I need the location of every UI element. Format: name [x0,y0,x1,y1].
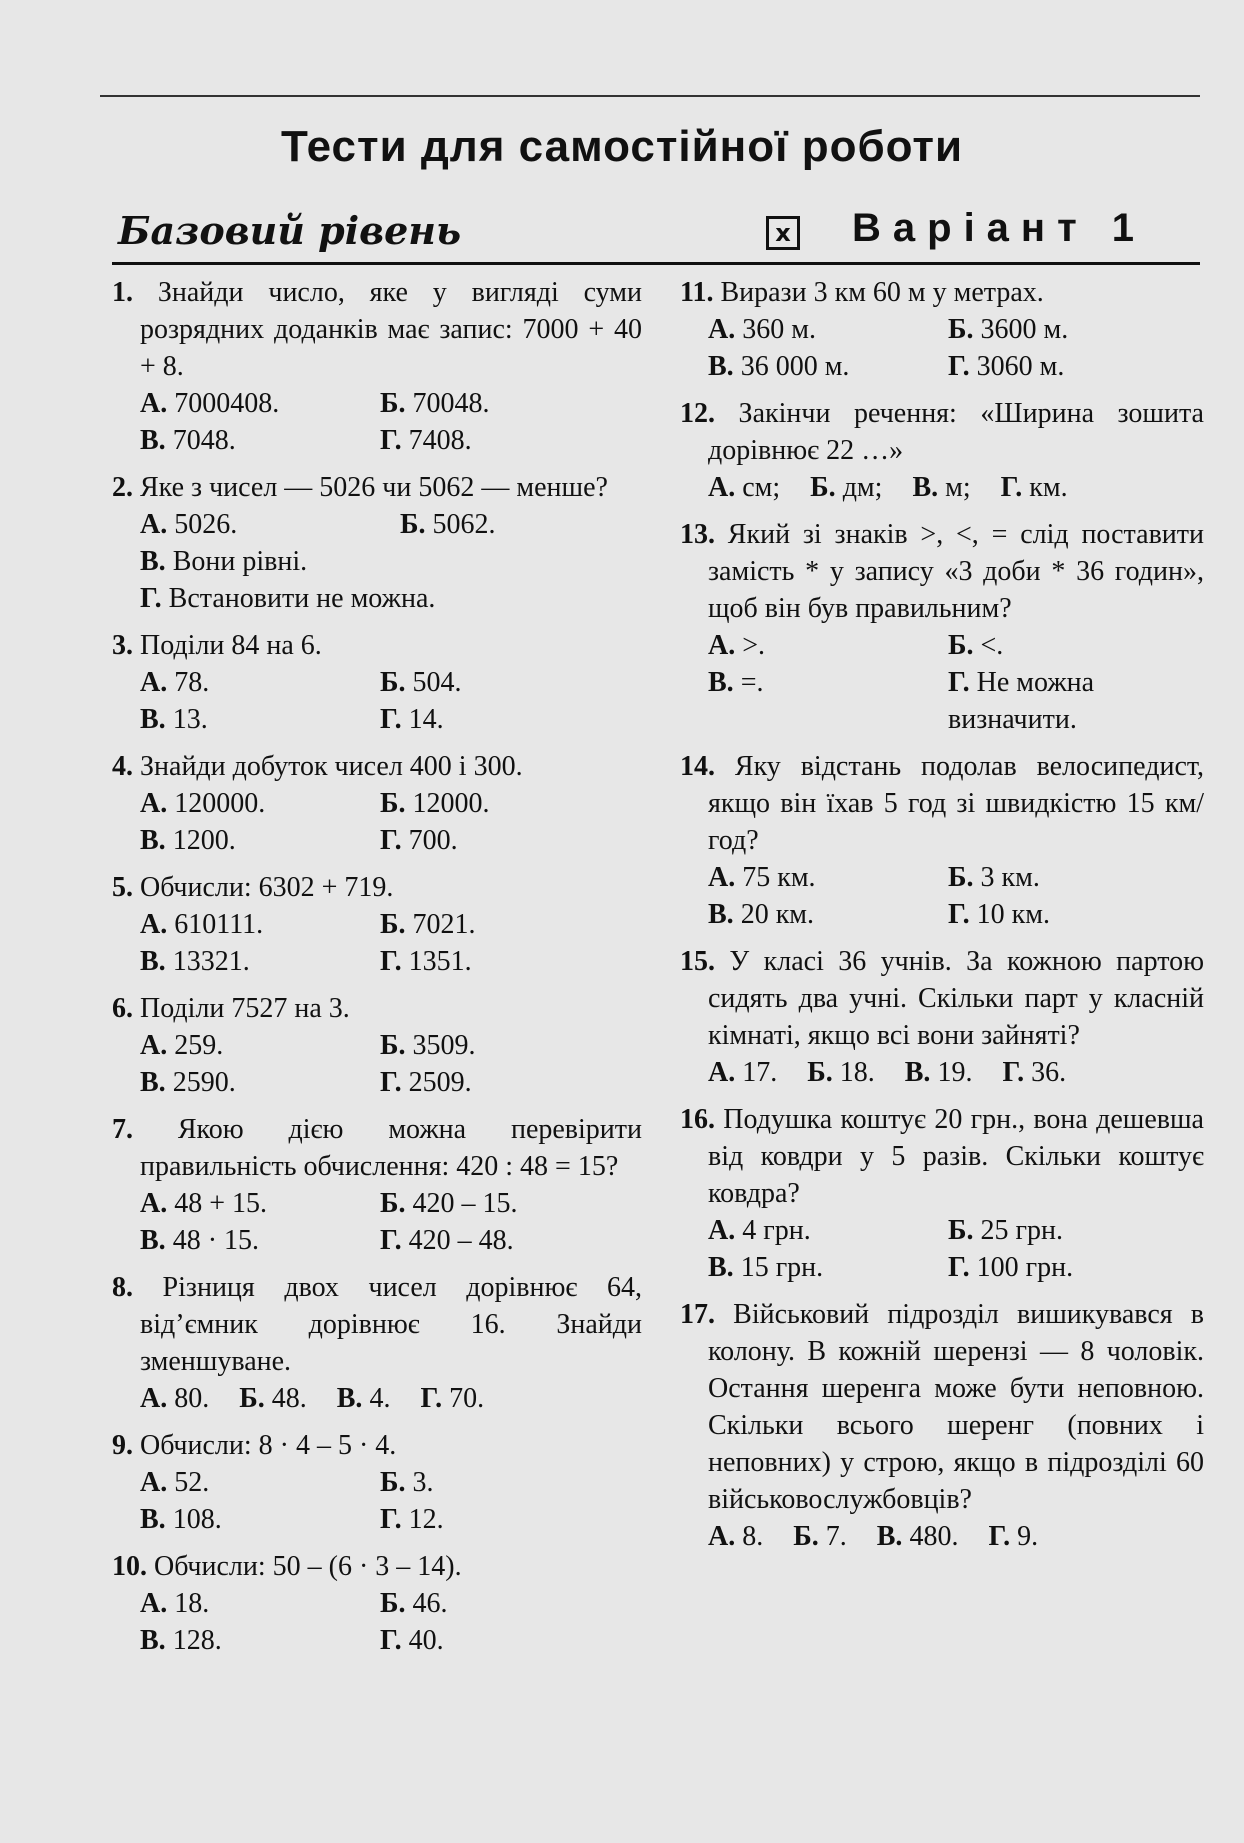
answer-option [380,422,620,459]
option-text: 7. [818,1521,847,1552]
question-body: Закінчи речення: «Ширина зошита дорівнює 22 …» [708,398,1204,466]
answer-options [680,469,1204,506]
answer-option [905,1054,973,1091]
option-text: 13321. [165,946,250,977]
question-number: 12. [680,398,715,429]
option-letter: Г. [380,1625,402,1656]
answer-options [112,1464,642,1538]
option-text: 1351. [401,946,472,977]
question-text [112,869,642,906]
answer-option [140,1622,380,1659]
answer-option [140,943,380,980]
answer-option [420,1380,484,1417]
answer-option [810,469,882,506]
option-text: 75 км. [735,862,816,893]
answer-option [140,422,380,459]
option-letter: В. [876,1521,903,1552]
question [680,943,1204,1091]
option-text: 17. [735,1057,778,1088]
option-letter: А. [140,1030,168,1061]
answer-option [988,1518,1038,1555]
option-letter: В. [140,1067,166,1098]
option-letter: В. [336,1383,363,1414]
answer-option [708,896,948,933]
option-text: 360 м. [735,314,816,345]
answer-option [380,385,620,422]
question-number: 11. [680,277,714,308]
question-text [680,748,1204,859]
question [112,1427,642,1538]
option-text: 8. [735,1521,764,1552]
question-number: 1. [112,277,133,308]
option-letter: В. [708,667,734,698]
answer-option [140,506,400,543]
option-letter: А. [708,1057,736,1088]
answer-option [877,1518,959,1555]
question [112,1548,642,1659]
option-letter: Г. [380,825,402,856]
question-text [680,274,1204,311]
option-text: 9. [1010,1521,1039,1552]
option-letter: В. [140,1504,166,1535]
option-letter: В. [140,825,166,856]
option-text: 7048. [165,425,236,456]
option-text: 2509. [401,1067,472,1098]
answer-option [380,701,620,738]
question-text [112,627,642,664]
question [112,469,642,617]
answer-option [708,469,780,506]
option-letter: А. [140,1467,168,1498]
option-letter: Г. [380,1225,402,1256]
option-letter: А. [708,472,736,503]
option-text: 12000. [405,788,490,819]
option-text: 20 км. [733,899,815,930]
option-text: км. [1022,472,1068,503]
option-letter: А. [140,788,168,819]
question-text [112,1427,642,1464]
option-letter: Б. [380,909,406,940]
option-text: 4. [362,1383,391,1414]
answer-option [140,1501,380,1538]
answer-option [337,1380,391,1417]
answer-options [112,664,642,738]
section-divider [112,262,1200,265]
question-number: 6. [112,993,133,1024]
option-text: Не можна визначити. [948,667,1095,735]
option-text: 3600 м. [973,314,1069,345]
question-number: 2. [112,472,133,503]
right-column [680,274,1204,1565]
answer-option [708,1054,777,1091]
option-text: 1200. [165,825,236,856]
answer-option [1002,1054,1066,1091]
option-letter: Г. [380,425,402,456]
option-letter: А. [140,388,168,419]
option-text: 13. [165,704,208,735]
answer-option [140,701,380,738]
option-text: 2590. [165,1067,236,1098]
question-body: Обчисли: 50 – (6 · 3 – 14). [147,1551,462,1582]
option-letter: В. [912,472,939,503]
option-letter: Г. [380,1504,402,1535]
option-letter: Г. [420,1383,443,1414]
answer-options [680,627,1204,738]
question-text [680,516,1204,627]
answer-option [948,348,1188,385]
question [680,748,1204,933]
question-text [112,1269,642,1380]
question-body: Поділи 84 на 6. [133,630,322,661]
option-text: Вони рівні. [165,546,308,577]
option-text: 70048. [405,388,490,419]
question [112,869,642,980]
option-letter: Б. [380,388,406,419]
option-letter: В. [140,704,166,735]
option-letter: А. [708,862,736,893]
option-text: см; [735,472,781,503]
answer-option [708,664,948,738]
option-text: дм; [835,472,883,503]
option-text: 504. [405,667,462,698]
question-body: Обчисли: 6302 + 719. [133,872,394,903]
option-text: 259. [167,1030,224,1061]
option-letter: Г. [380,1067,402,1098]
answer-option [140,1380,209,1417]
option-text: 128. [165,1625,222,1656]
option-letter: Б. [793,1521,819,1552]
question-body: Якою дією можна перевірити правильність обчислення: 420 : 48 = 15? [133,1114,642,1182]
answer-options [680,1054,1204,1091]
option-text: 18. [832,1057,875,1088]
option-letter: Б. [400,509,426,540]
option-letter: Г. [988,1521,1011,1552]
option-letter: Г. [380,704,402,735]
option-text: 48. [264,1383,307,1414]
option-letter: А. [708,314,736,345]
answer-options [680,859,1204,933]
answer-option [708,1249,948,1286]
option-text: 7408. [401,425,472,456]
question-number: 10. [112,1551,147,1582]
question-number: 17. [680,1299,715,1330]
answer-options [112,785,642,859]
option-letter: Г. [380,946,402,977]
answer-option [708,348,948,385]
option-letter: Г. [948,1252,970,1283]
option-text: =. [733,667,764,698]
option-text: 700. [401,825,458,856]
option-letter: А. [708,1521,736,1552]
answer-option [912,469,970,506]
option-text: 14. [401,704,444,735]
answer-option [140,1064,380,1101]
answer-option [380,1501,620,1538]
question-text [680,395,1204,469]
question [112,627,642,738]
answer-option [140,1027,380,1064]
answer-option [380,1222,620,1259]
option-letter: В. [708,899,734,930]
option-letter: Б. [810,472,836,503]
header-rule [100,95,1200,97]
option-text: >. [735,630,766,661]
option-text: <. [973,630,1004,661]
answer-option [948,627,1188,664]
question-body: Військовий підрозділ вишикувався в колону. В кожній шерензі — 8 чоловік. Остання шеренга може бути неповною. Скільки всього шеренг (повних і неповних) у строю, якщо в підрозділі 60 військовослужбовців? [708,1299,1204,1515]
level-heading: Базовий рівень [118,208,462,253]
question-number: 16. [680,1104,715,1135]
answer-option [239,1380,307,1417]
answer-option [1001,469,1068,506]
question-text [112,990,642,1027]
question-text [680,1296,1204,1518]
answer-option [708,1212,948,1249]
answer-option [380,785,620,822]
question-text [112,748,642,785]
question [112,274,642,459]
question [112,990,642,1101]
option-letter: Б. [948,1215,974,1246]
answer-option [400,506,660,543]
option-text: 10 км. [969,899,1050,930]
answer-option [380,822,620,859]
answer-option [708,627,948,664]
answer-options [112,1585,642,1659]
question [680,274,1204,385]
question-number: 5. [112,872,133,903]
option-letter: Г. [1000,472,1023,503]
option-letter: Б. [807,1057,833,1088]
question [680,1296,1204,1555]
option-text: 5026. [167,509,238,540]
option-letter: Г. [948,351,970,382]
option-text: 120000. [167,788,266,819]
question-text [680,943,1204,1054]
question-body: Різниця двох чисел дорівнює 64, від’ємник дорівнює 16. Знайди зменшуване. [133,1272,642,1377]
option-text: 3. [405,1467,434,1498]
option-letter: Б. [380,1588,406,1619]
left-column [112,274,642,1669]
option-letter: В. [904,1057,931,1088]
question-body: Подушка коштує 20 грн., вона дешевша від ковдри у 5 разів. Скільки коштує ковдра? [708,1104,1204,1209]
option-letter: Б. [948,862,974,893]
question-number: 7. [112,1114,133,1145]
option-text: 70. [442,1383,485,1414]
question-body: Обчисли: 8 · 4 – 5 · 4. [133,1430,397,1461]
option-letter: В. [140,546,166,577]
question-number: 15. [680,946,715,977]
answer-option [948,1212,1188,1249]
option-letter: Б. [380,788,406,819]
answer-option [380,1622,620,1659]
question-body: Яку відстань подолав велосипедист, якщо він їхав 5 год зі швидкістю 15 км/год? [708,751,1204,856]
option-letter: А. [140,1188,168,1219]
answer-option [380,943,620,980]
option-text: 3 км. [973,862,1040,893]
answer-option [140,1222,380,1259]
option-text: 108. [165,1504,222,1535]
option-text: 480. [902,1521,959,1552]
option-letter: Б. [239,1383,265,1414]
option-letter: А. [708,630,736,661]
option-letter: Г. [140,583,162,614]
answer-options [680,311,1204,385]
answer-option [140,1585,380,1622]
option-text: Встановити не можна. [161,583,436,614]
answer-option [380,1585,620,1622]
question-number: 14. [680,751,715,782]
answer-options [112,1380,642,1417]
answer-option [140,664,380,701]
variant-heading: Варіант 1 [852,206,1147,250]
question-text [680,1101,1204,1212]
option-text: м; [938,472,971,503]
answer-option [708,1518,763,1555]
question-text [112,274,642,385]
question-number: 9. [112,1430,133,1461]
question-number: 13. [680,519,715,550]
option-text: 420 – 48. [401,1225,514,1256]
answer-option [140,543,400,580]
answer-option [948,664,1188,738]
answer-options [112,1027,642,1101]
option-text: 36. [1024,1057,1067,1088]
question [112,1269,642,1417]
option-letter: Б. [948,630,974,661]
answer-options [112,1185,642,1259]
option-text: 40. [401,1625,444,1656]
question [112,1111,642,1259]
answer-option [140,580,660,617]
option-text: 78. [167,667,210,698]
question-body: Який зі знаків >, <, = слід поставити замість * у запису «3 доби * 36 годин», щоб він був правильним? [708,519,1204,624]
option-text: 610111. [167,909,264,940]
question [680,1101,1204,1286]
question [112,748,642,859]
answer-option [380,1064,620,1101]
option-text: 5062. [425,509,496,540]
option-letter: А. [708,1215,736,1246]
option-text: 420 – 15. [405,1188,518,1219]
answer-option [140,385,380,422]
answer-option [380,664,620,701]
answer-option [807,1054,875,1091]
option-letter: Б. [380,1188,406,1219]
question-text [112,1111,642,1185]
option-letter: Б. [380,667,406,698]
answer-option [380,1027,620,1064]
answer-option [948,311,1188,348]
answer-option [948,896,1188,933]
option-text: 52. [167,1467,210,1498]
answer-option [140,1464,380,1501]
option-letter: Г. [948,899,970,930]
option-letter: А. [140,1383,168,1414]
option-letter: В. [708,351,734,382]
option-text: 25 грн. [973,1215,1063,1246]
answer-option [793,1518,847,1555]
answer-option [708,311,948,348]
question-number: 4. [112,751,133,782]
option-letter: Б. [380,1030,406,1061]
answer-option [380,906,620,943]
answer-options [680,1518,1204,1555]
option-letter: Г. [948,667,970,698]
question [680,516,1204,738]
question-body: Вирази 3 км 60 м у метрах. [713,277,1044,308]
option-text: 19. [930,1057,973,1088]
answer-option [140,1185,380,1222]
answer-option [140,785,380,822]
answer-option [380,1185,620,1222]
option-text: 48 · 15. [165,1225,260,1256]
question-body: Яке з чисел — 5026 чи 5062 — менше? [133,472,608,503]
answer-options [112,906,642,980]
option-text: 3509. [405,1030,476,1061]
question-number: 3. [112,630,133,661]
option-letter: Г. [1002,1057,1025,1088]
option-text: 12. [401,1504,444,1535]
option-letter: В. [140,1625,166,1656]
answer-option [140,906,380,943]
option-text: 3060 м. [969,351,1065,382]
question-body: Поділи 7527 на 3. [133,993,350,1024]
option-text: 80. [167,1383,210,1414]
question-body: Знайди добуток чисел 400 і 300. [133,751,523,782]
question-number: 8. [112,1272,133,1303]
answer-option [708,859,948,896]
answer-option [948,1249,1188,1286]
page-title: Тести для самостійної роботи [280,122,964,171]
answer-options [112,385,642,459]
answer-options [112,506,642,617]
option-text: 4 грн. [735,1215,811,1246]
option-letter: Б. [380,1467,406,1498]
answer-options [680,1212,1204,1286]
question-text [112,1548,642,1585]
option-letter: В. [708,1252,734,1283]
question-body: Знайди число, яке у вигляді суми розрядних доданків має запис: 7000 + 40 + 8. [133,277,642,382]
option-letter: А. [140,509,168,540]
option-letter: А. [140,1588,168,1619]
question-body: У класі 36 учнів. За кожною партою сидять два учні. Скільки парт у класній кімнаті, якщо всі вони зайняті? [708,946,1204,1051]
variant-checkbox-icon: x [766,216,800,250]
question [680,395,1204,506]
option-text: 46. [405,1588,448,1619]
option-letter: А. [140,909,168,940]
answer-option [380,1464,620,1501]
option-text: 7021. [405,909,476,940]
question-text [112,469,642,506]
answer-option [140,822,380,859]
option-text: 7000408. [167,388,280,419]
option-letter: А. [140,667,168,698]
answer-option [948,859,1188,896]
option-text: 100 грн. [969,1252,1074,1283]
option-text: 15 грн. [733,1252,824,1283]
option-letter: В. [140,946,166,977]
option-text: 36 000 м. [733,351,850,382]
option-letter: В. [140,1225,166,1256]
option-text: 48 + 15. [167,1188,268,1219]
option-text: 18. [167,1588,210,1619]
option-letter: В. [140,425,166,456]
option-letter: Б. [948,314,974,345]
